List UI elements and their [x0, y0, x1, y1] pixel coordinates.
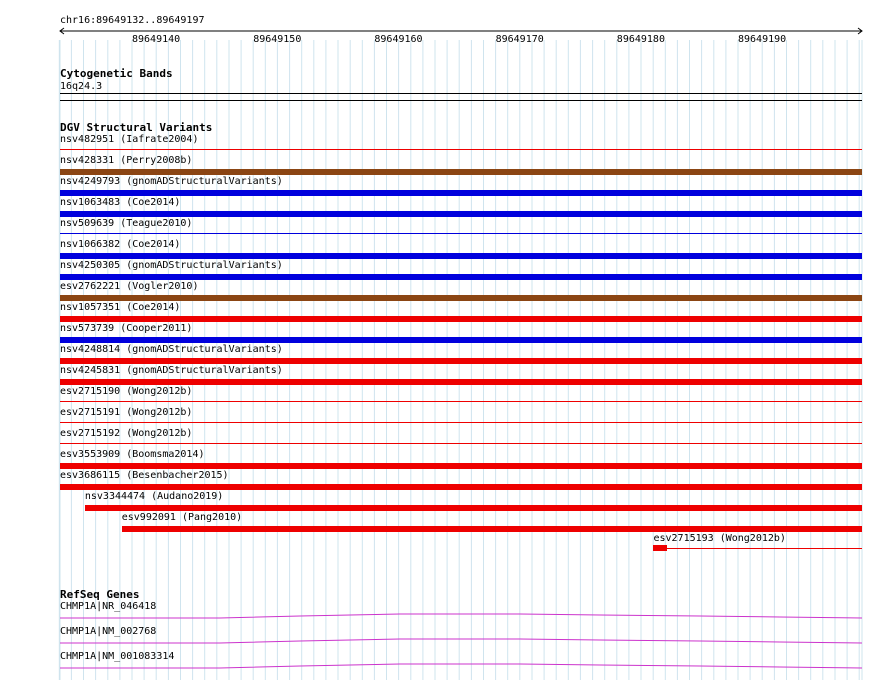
dgv-variant-feature[interactable]: [60, 484, 862, 490]
cytoband-bar[interactable]: [60, 93, 862, 94]
dgv-variant-feature[interactable]: [60, 422, 862, 423]
dgv-variant-label[interactable]: esv3686115 (Besenbacher2015): [60, 470, 229, 481]
dgv-variant-feature[interactable]: [60, 463, 862, 469]
dgv-variant-label[interactable]: nsv4249793 (gnomADStructuralVariants): [60, 176, 283, 187]
ruler-tick-label: 89649160: [374, 34, 423, 45]
ruler-location: chr16:89649132..89649197: [60, 15, 205, 26]
refseq-gene-label[interactable]: CHMP1A|NR_046418: [60, 601, 157, 612]
dgv-variant-label[interactable]: nsv428331 (Perry2008b): [60, 155, 193, 166]
dgv-variant-label[interactable]: esv2715193 (Wong2012b): [653, 533, 786, 544]
dgv-variant-feature[interactable]: [60, 443, 862, 444]
dgv-variant-label[interactable]: nsv4250305 (gnomADStructuralVariants): [60, 260, 283, 271]
dgv-variant-feature[interactable]: [60, 169, 862, 175]
dgv-variant-feature[interactable]: [60, 379, 862, 385]
dgv-variant-label[interactable]: esv3553909 (Boomsma2014): [60, 449, 205, 460]
ruler-tick-label: 89649140: [132, 34, 181, 45]
dgv-variant-label[interactable]: esv2715191 (Wong2012b): [60, 407, 193, 418]
dgv-variant-label[interactable]: esv2762221 (Vogler2010): [60, 281, 199, 292]
dgv-variant-label[interactable]: nsv573739 (Cooper2011): [60, 323, 193, 334]
dgv-variant-feature[interactable]: [60, 401, 862, 402]
track-separator: [60, 100, 862, 101]
ruler-tick-label: 89649150: [253, 34, 302, 45]
dgv-variant-label[interactable]: esv2715192 (Wong2012b): [60, 428, 193, 439]
dgv-variant-label[interactable]: nsv482951 (Iafrate2004): [60, 134, 199, 145]
cytoband-label[interactable]: 16q24.3: [60, 81, 103, 92]
dgv-variant-label[interactable]: nsv1063483 (Coe2014): [60, 197, 181, 208]
dgv-variant-label[interactable]: nsv3344474 (Audano2019): [84, 491, 224, 502]
ruler-axis: [0, 24, 890, 38]
dgv-variant-feature[interactable]: [60, 211, 862, 217]
refseq-gene-label[interactable]: CHMP1A|NM_001083314: [60, 651, 175, 662]
dgv-variant-label[interactable]: nsv509639 (Teague2010): [60, 218, 193, 229]
dgv-variant-thick-segment[interactable]: [653, 545, 667, 551]
ruler-tick-label: 89649190: [738, 34, 787, 45]
refseq-gene-feature[interactable]: [0, 612, 890, 620]
dgv-variant-label[interactable]: nsv1057351 (Coe2014): [60, 302, 181, 313]
dgv-variant-feature[interactable]: [60, 253, 862, 259]
dgv-variant-feature[interactable]: [60, 274, 862, 280]
dgv-variant-feature[interactable]: [122, 526, 862, 532]
dgv-variant-feature[interactable]: [60, 190, 862, 196]
cytoband-track-title: Cytogenetic Bands: [60, 67, 173, 80]
dgv-variant-feature[interactable]: [60, 295, 862, 301]
dgv-variant-feature[interactable]: [85, 505, 862, 511]
dgv-track-title: DGV Structural Variants: [60, 121, 213, 134]
ruler-tick-label: 89649180: [616, 34, 665, 45]
refseq-gene-feature[interactable]: [0, 662, 890, 670]
dgv-variant-feature[interactable]: [60, 358, 862, 364]
refseq-gene-label[interactable]: CHMP1A|NM_002768: [60, 626, 157, 637]
dgv-variant-label[interactable]: esv992091 (Pang2010): [121, 512, 243, 523]
ruler-tick-label: 89649170: [495, 34, 544, 45]
dgv-variant-feature[interactable]: [60, 316, 862, 322]
dgv-variant-feature[interactable]: [60, 149, 862, 150]
dgv-variant-feature[interactable]: [60, 337, 862, 343]
dgv-variant-label[interactable]: nsv4245831 (gnomADStructuralVariants): [60, 365, 283, 376]
refseq-track-title: RefSeq Genes: [60, 588, 140, 601]
dgv-variant-label[interactable]: nsv4248814 (gnomADStructuralVariants): [60, 344, 283, 355]
dgv-variant-feature[interactable]: [60, 233, 862, 234]
refseq-gene-feature[interactable]: [0, 637, 890, 645]
dgv-variant-label[interactable]: esv2715190 (Wong2012b): [60, 386, 193, 397]
dgv-variant-label[interactable]: nsv1066382 (Coe2014): [60, 239, 181, 250]
dgv-variant-feature[interactable]: [653, 548, 862, 549]
